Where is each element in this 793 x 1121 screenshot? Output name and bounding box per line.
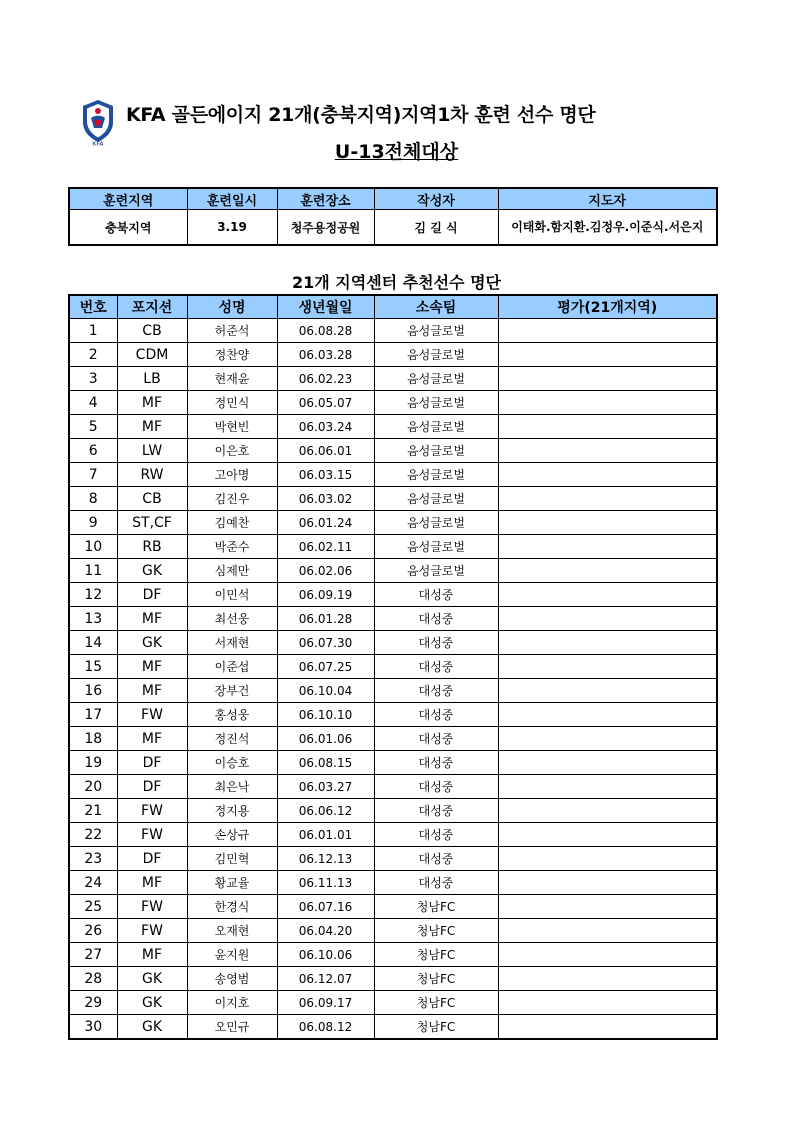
player-number: 21 — [69, 799, 117, 823]
player-team: 대성중 — [374, 775, 498, 799]
player-position: MF — [117, 871, 187, 895]
player-name: 황교율 — [187, 871, 277, 895]
player-name: 홍성웅 — [187, 703, 277, 727]
player-team: 음성글로벌 — [374, 391, 498, 415]
player-team: 음성글로벌 — [374, 367, 498, 391]
player-team: 음성글로벌 — [374, 487, 498, 511]
player-birthdate: 06.09.19 — [277, 583, 374, 607]
player-birthdate: 06.08.12 — [277, 1015, 374, 1040]
table-row — [69, 751, 717, 775]
info-header-coach: 지도자 — [498, 188, 717, 210]
player-number: 14 — [69, 631, 117, 655]
player-team: 음성글로벌 — [374, 463, 498, 487]
player-birthdate: 06.01.01 — [277, 823, 374, 847]
table-row — [69, 871, 717, 895]
player-position: CB — [117, 319, 187, 343]
table-row — [69, 967, 717, 991]
table-row — [69, 943, 717, 967]
table-row — [69, 703, 717, 727]
info-header-row — [69, 188, 717, 210]
table-row — [69, 535, 717, 559]
player-birthdate: 06.02.06 — [277, 559, 374, 583]
player-team: 대성중 — [374, 679, 498, 703]
player-evaluation — [498, 871, 717, 895]
player-evaluation — [498, 391, 717, 415]
player-evaluation — [498, 847, 717, 871]
player-name: 최선웅 — [187, 607, 277, 631]
info-header-date: 훈련일시 — [187, 188, 277, 210]
roster-header-team: 소속팀 — [374, 295, 498, 319]
roster-body — [69, 319, 717, 1040]
player-evaluation — [498, 463, 717, 487]
player-evaluation — [498, 895, 717, 919]
player-birthdate: 06.06.01 — [277, 439, 374, 463]
player-position: MF — [117, 655, 187, 679]
player-team: 청남FC — [374, 967, 498, 991]
player-birthdate: 06.10.04 — [277, 679, 374, 703]
player-team: 대성중 — [374, 751, 498, 775]
player-number: 22 — [69, 823, 117, 847]
player-team: 대성중 — [374, 847, 498, 871]
info-header-author: 작성자 — [374, 188, 498, 210]
info-header-venue: 훈련장소 — [277, 188, 374, 210]
player-name: 현재윤 — [187, 367, 277, 391]
player-name: 오재현 — [187, 919, 277, 943]
table-row — [69, 391, 717, 415]
player-position: CB — [117, 487, 187, 511]
player-name: 서재현 — [187, 631, 277, 655]
roster-header-position: 포지션 — [117, 295, 187, 319]
table-row — [69, 559, 717, 583]
player-evaluation — [498, 919, 717, 943]
player-evaluation — [498, 679, 717, 703]
player-team: 음성글로벌 — [374, 535, 498, 559]
player-birthdate: 06.02.23 — [277, 367, 374, 391]
player-name: 박현빈 — [187, 415, 277, 439]
player-team: 음성글로벌 — [374, 511, 498, 535]
player-team: 청남FC — [374, 895, 498, 919]
player-evaluation — [498, 583, 717, 607]
table-row — [69, 799, 717, 823]
player-birthdate: 06.04.20 — [277, 919, 374, 943]
player-number: 11 — [69, 559, 117, 583]
table-row — [69, 511, 717, 535]
roster-header-number: 번호 — [69, 295, 117, 319]
player-name: 한경식 — [187, 895, 277, 919]
info-value-row — [69, 210, 717, 246]
player-position: LB — [117, 367, 187, 391]
player-birthdate: 06.01.28 — [277, 607, 374, 631]
player-birthdate: 06.12.13 — [277, 847, 374, 871]
player-team: 대성중 — [374, 655, 498, 679]
player-position: RB — [117, 535, 187, 559]
page-title: KFA 골든에이지 21개(충북지역)지역1차 훈련 선수 명단 — [126, 104, 596, 126]
player-evaluation — [498, 367, 717, 391]
table-row — [69, 775, 717, 799]
player-birthdate: 06.03.15 — [277, 463, 374, 487]
info-venue: 청주용정공원 — [277, 210, 374, 246]
player-position: GK — [117, 559, 187, 583]
player-evaluation — [498, 967, 717, 991]
player-name: 윤지원 — [187, 943, 277, 967]
player-evaluation — [498, 415, 717, 439]
player-team: 음성글로벌 — [374, 439, 498, 463]
player-name: 김예찬 — [187, 511, 277, 535]
player-position: RW — [117, 463, 187, 487]
player-number: 17 — [69, 703, 117, 727]
player-position: FW — [117, 823, 187, 847]
player-team: 대성중 — [374, 799, 498, 823]
page-subtitle: U-13전체대상 — [334, 141, 459, 163]
player-evaluation — [498, 1015, 717, 1040]
player-position: DF — [117, 751, 187, 775]
table-row — [69, 727, 717, 751]
player-evaluation — [498, 775, 717, 799]
player-team: 대성중 — [374, 607, 498, 631]
table-row — [69, 343, 717, 367]
table-row — [69, 487, 717, 511]
player-birthdate: 06.07.30 — [277, 631, 374, 655]
player-evaluation — [498, 823, 717, 847]
player-position: MF — [117, 415, 187, 439]
table-row — [69, 847, 717, 871]
table-row — [69, 919, 717, 943]
player-position: GK — [117, 631, 187, 655]
player-position: FW — [117, 919, 187, 943]
player-position: FW — [117, 895, 187, 919]
player-name: 최은낙 — [187, 775, 277, 799]
player-birthdate: 06.01.24 — [277, 511, 374, 535]
section-title: 21개 지역센터 추천선수 명단 — [292, 273, 501, 292]
player-position: GK — [117, 967, 187, 991]
player-name: 이승호 — [187, 751, 277, 775]
player-position: CDM — [117, 343, 187, 367]
player-evaluation — [498, 439, 717, 463]
player-position: FW — [117, 703, 187, 727]
info-author: 김 길 식 — [374, 210, 498, 246]
player-number: 4 — [69, 391, 117, 415]
player-name: 이민석 — [187, 583, 277, 607]
player-name: 정찬양 — [187, 343, 277, 367]
table-row — [69, 463, 717, 487]
player-evaluation — [498, 343, 717, 367]
player-evaluation — [498, 991, 717, 1015]
player-position: GK — [117, 1015, 187, 1040]
player-name: 이준섭 — [187, 655, 277, 679]
player-team: 청남FC — [374, 919, 498, 943]
player-birthdate: 06.12.07 — [277, 967, 374, 991]
player-evaluation — [498, 655, 717, 679]
player-number: 12 — [69, 583, 117, 607]
player-position: DF — [117, 847, 187, 871]
player-team: 대성중 — [374, 871, 498, 895]
player-number: 29 — [69, 991, 117, 1015]
player-name: 허준석 — [187, 319, 277, 343]
player-team: 대성중 — [374, 703, 498, 727]
player-birthdate: 06.07.16 — [277, 895, 374, 919]
info-region: 충북지역 — [69, 210, 187, 246]
roster-header-evaluation: 평가(21개지역) — [498, 295, 717, 319]
player-birthdate: 06.05.07 — [277, 391, 374, 415]
player-birthdate: 06.02.11 — [277, 535, 374, 559]
player-evaluation — [498, 487, 717, 511]
player-number: 28 — [69, 967, 117, 991]
player-number: 6 — [69, 439, 117, 463]
player-birthdate: 06.08.15 — [277, 751, 374, 775]
player-number: 8 — [69, 487, 117, 511]
player-name: 심제만 — [187, 559, 277, 583]
player-team: 대성중 — [374, 823, 498, 847]
table-row — [69, 367, 717, 391]
player-birthdate: 06.11.13 — [277, 871, 374, 895]
player-name: 송영범 — [187, 967, 277, 991]
table-row — [69, 1015, 717, 1040]
player-position: MF — [117, 727, 187, 751]
player-birthdate: 06.03.02 — [277, 487, 374, 511]
player-birthdate: 06.07.25 — [277, 655, 374, 679]
player-position: ST,CF — [117, 511, 187, 535]
table-row — [69, 895, 717, 919]
player-evaluation — [498, 943, 717, 967]
player-evaluation — [498, 511, 717, 535]
player-team: 대성중 — [374, 727, 498, 751]
player-number: 10 — [69, 535, 117, 559]
player-number: 1 — [69, 319, 117, 343]
player-number: 20 — [69, 775, 117, 799]
player-evaluation — [498, 319, 717, 343]
roster-header-name: 성명 — [187, 295, 277, 319]
info-date: 3.19 — [187, 210, 277, 246]
player-position: MF — [117, 607, 187, 631]
player-birthdate: 06.03.27 — [277, 775, 374, 799]
player-birthdate: 06.09.17 — [277, 991, 374, 1015]
player-team: 대성중 — [374, 631, 498, 655]
player-birthdate: 06.01.06 — [277, 727, 374, 751]
player-position: FW — [117, 799, 187, 823]
table-row — [69, 631, 717, 655]
player-name: 박준수 — [187, 535, 277, 559]
player-number: 25 — [69, 895, 117, 919]
player-birthdate: 06.08.28 — [277, 319, 374, 343]
player-position: GK — [117, 991, 187, 1015]
player-position: LW — [117, 439, 187, 463]
player-number: 16 — [69, 679, 117, 703]
player-birthdate: 06.10.06 — [277, 943, 374, 967]
player-position: DF — [117, 583, 187, 607]
player-position: MF — [117, 679, 187, 703]
player-number: 5 — [69, 415, 117, 439]
player-number: 19 — [69, 751, 117, 775]
table-row — [69, 439, 717, 463]
player-position: MF — [117, 943, 187, 967]
table-row — [69, 319, 717, 343]
player-birthdate: 06.06.12 — [277, 799, 374, 823]
player-birthdate: 06.03.28 — [277, 343, 374, 367]
player-position: MF — [117, 391, 187, 415]
player-team: 음성글로벌 — [374, 415, 498, 439]
info-coach: 이태화.함지환.김정우.이준식.서은지 — [498, 210, 717, 246]
player-number: 18 — [69, 727, 117, 751]
player-team: 대성중 — [374, 583, 498, 607]
table-row — [69, 607, 717, 631]
info-header-region: 훈련지역 — [69, 188, 187, 210]
player-name: 이은호 — [187, 439, 277, 463]
player-birthdate: 06.10.10 — [277, 703, 374, 727]
player-number: 7 — [69, 463, 117, 487]
table-row — [69, 991, 717, 1015]
player-name: 고아명 — [187, 463, 277, 487]
player-name: 정진석 — [187, 727, 277, 751]
roster-header-birthdate: 생년월일 — [277, 295, 374, 319]
player-position: DF — [117, 775, 187, 799]
player-name: 오민규 — [187, 1015, 277, 1040]
player-team: 청남FC — [374, 1015, 498, 1040]
player-number: 9 — [69, 511, 117, 535]
player-number: 13 — [69, 607, 117, 631]
player-evaluation — [498, 607, 717, 631]
roster-header-row — [69, 295, 717, 319]
player-name: 김민혁 — [187, 847, 277, 871]
player-team: 음성글로벌 — [374, 559, 498, 583]
player-name: 이지호 — [187, 991, 277, 1015]
player-number: 3 — [69, 367, 117, 391]
player-evaluation — [498, 751, 717, 775]
training-info-table — [68, 187, 718, 246]
player-team: 청남FC — [374, 943, 498, 967]
player-evaluation — [498, 535, 717, 559]
player-number: 15 — [69, 655, 117, 679]
player-number: 2 — [69, 343, 117, 367]
player-name: 정민식 — [187, 391, 277, 415]
player-name: 손상규 — [187, 823, 277, 847]
player-birthdate: 06.03.24 — [277, 415, 374, 439]
player-name: 정지용 — [187, 799, 277, 823]
player-name: 장부건 — [187, 679, 277, 703]
player-team: 음성글로벌 — [374, 343, 498, 367]
logo-text: KFA — [92, 141, 104, 146]
player-roster-table — [68, 294, 718, 1040]
player-evaluation — [498, 727, 717, 751]
player-number: 30 — [69, 1015, 117, 1040]
table-row — [69, 655, 717, 679]
player-evaluation — [498, 799, 717, 823]
table-row — [69, 583, 717, 607]
table-row — [69, 679, 717, 703]
player-number: 27 — [69, 943, 117, 967]
player-team: 음성글로벌 — [374, 319, 498, 343]
player-evaluation — [498, 631, 717, 655]
player-evaluation — [498, 559, 717, 583]
player-evaluation — [498, 703, 717, 727]
table-row — [69, 415, 717, 439]
player-team: 청남FC — [374, 991, 498, 1015]
player-number: 26 — [69, 919, 117, 943]
player-name: 김진우 — [187, 487, 277, 511]
player-number: 24 — [69, 871, 117, 895]
table-row — [69, 823, 717, 847]
player-number: 23 — [69, 847, 117, 871]
